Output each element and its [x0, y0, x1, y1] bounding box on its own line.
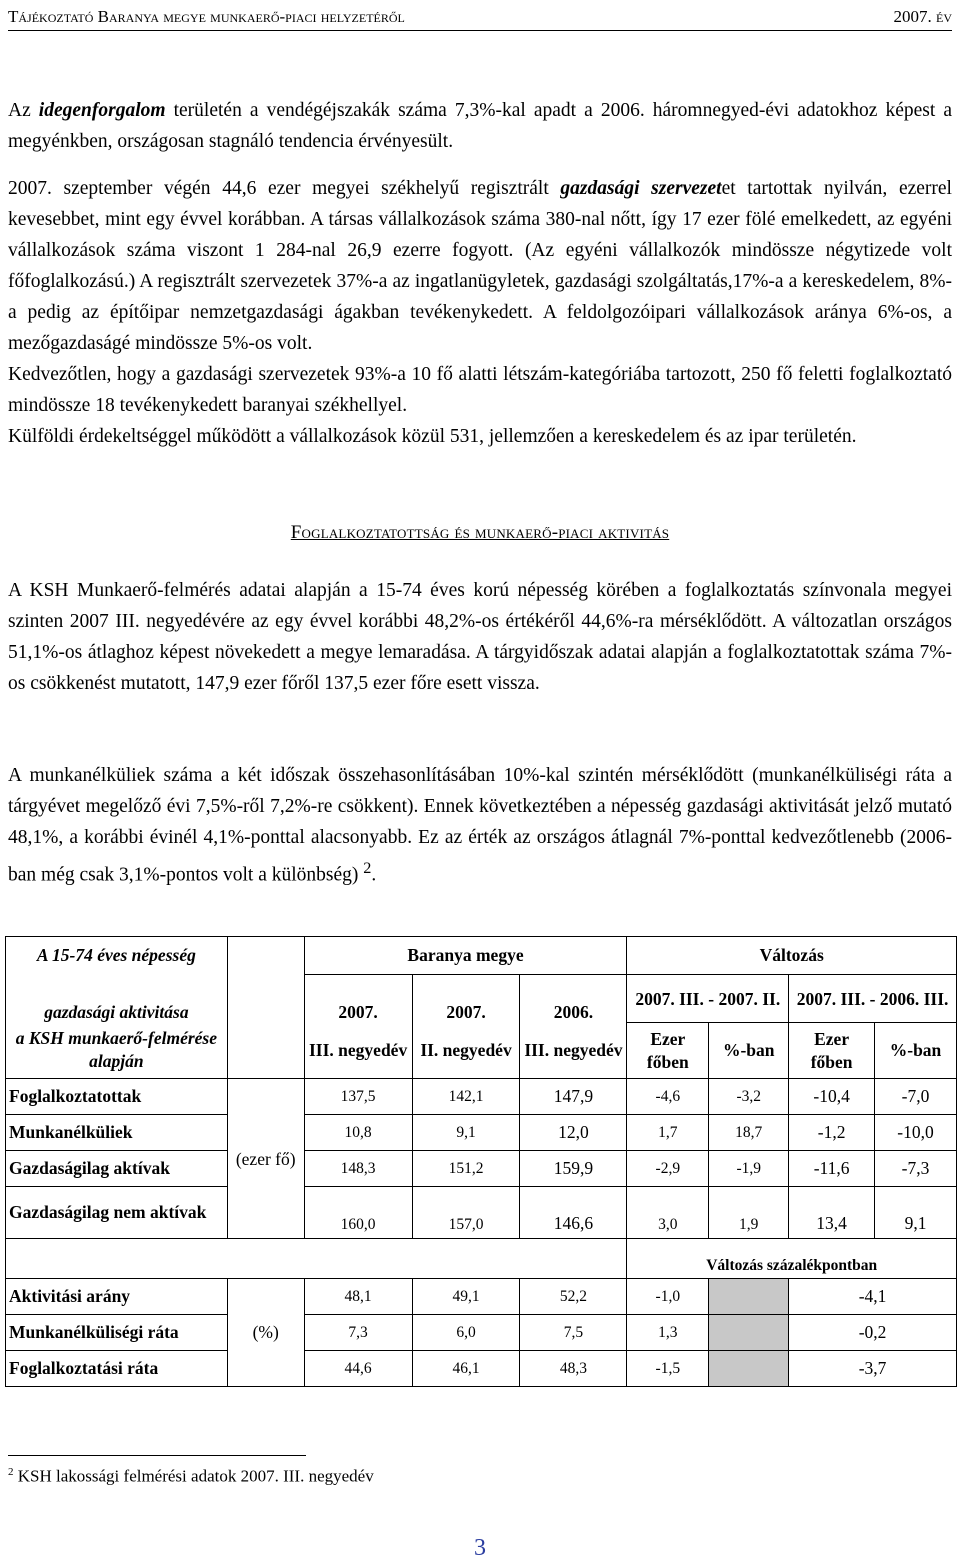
table-cell: -2,9	[627, 1151, 709, 1187]
row-label: Foglalkoztatottak	[6, 1079, 228, 1115]
section-title: Foglalkoztatottság és munkaerő-piaci aktivitás	[290, 522, 670, 543]
page-number: 3	[474, 1535, 486, 1561]
table-cell: 157,0	[412, 1187, 520, 1239]
table-cell: 1,9	[709, 1187, 789, 1239]
col-quarter-3: III. negyedév	[520, 1023, 627, 1079]
unit-pct: (%)	[227, 1279, 304, 1387]
table-cell: 1,7	[627, 1115, 709, 1151]
table-cell: -0,2	[789, 1315, 957, 1351]
paragraph-economic-organizations	[8, 173, 952, 452]
header-year: 2007. év	[893, 7, 952, 26]
p1-text-b: területén a vendégéjszakák száma 7,3%-kal apadt a 2006. háromnegyed-évi adatokhoz képest a megyénkben, országosan stagnáló tendencia érvényesült.	[8, 100, 952, 152]
row-label: Foglalkoztatási ráta	[6, 1351, 228, 1387]
p2-text-c: Kedvezőtlen, hogy a gazdasági szervezetek 93%-a 10 fő alatti létszám-kategóriába tartozott, 250 fő feletti foglalkoztató mindössze 18 tevékenykedett baranyai székhellyel.	[8, 364, 952, 416]
table-cell: 44,6	[304, 1351, 412, 1387]
p1-text-a: Az	[8, 100, 39, 121]
table-cell: 1,3	[627, 1315, 709, 1351]
paragraph-tourism	[8, 95, 952, 157]
page-header	[8, 4, 952, 31]
table-cell: 10,8	[304, 1115, 412, 1151]
p2-text-a: 2007. szeptember végén 44,6 ezer megyei székhelyű regisztrált	[8, 178, 561, 199]
table-cell: 151,2	[412, 1151, 520, 1187]
table-cell: 12,0	[520, 1115, 627, 1151]
table-cell: 7,5	[520, 1315, 627, 1351]
table-cell: 46,1	[412, 1351, 520, 1387]
table-cell: 3,0	[627, 1187, 709, 1239]
table-cell: -4,1	[789, 1279, 957, 1315]
table-row	[6, 1151, 957, 1187]
col-quarter-1: III. negyedév	[304, 1023, 412, 1079]
table-cell: -7,0	[875, 1079, 957, 1115]
table-cell: 9,1	[412, 1115, 520, 1151]
table-cell: 52,2	[520, 1279, 627, 1315]
p2-emphasis: gazdasági szervezet	[560, 178, 722, 199]
col-year-1: 2007.	[304, 975, 412, 1023]
table-row	[6, 1115, 957, 1151]
pct-point-header: Változás százalékpontban	[627, 1239, 957, 1279]
header-title: Tájékoztató Baranya megye munkaerő-piaci helyzetéről	[8, 7, 405, 26]
corner-line-3: a KSH munkaerő-felmérése alapján	[6, 1023, 228, 1079]
change-unit-4: %-ban	[875, 1023, 957, 1079]
p4-end: .	[371, 864, 377, 886]
table-row	[6, 1351, 957, 1387]
activity-table	[5, 936, 957, 1387]
change-period-1: 2007. III. - 2007. II.	[627, 975, 789, 1023]
table-cell: -10,0	[875, 1115, 957, 1151]
table-cell: 160,0	[304, 1187, 412, 1239]
table-cell: -1,5	[627, 1351, 709, 1387]
p2-text-b: et tartottak nyilván, ezerrel kevesebbet, mint egy évvel korábban. A társas vállalkozások száma 380-nal nőtt, így 17 ezer fölé emelkedett, az egyéni vállalkozások száma viszont 1 284-nal 26,9 ezerre fogyott. (Az egyéni vállalkozók mindössze négytizede volt főfoglalkozású.) A regisztrált szervezetek 37%-a az ingatlanügyletek, gazdasági szolgáltatás,17%-a a kereskedelem, 8%-a pedig az építőipar nemzetgazdasági ágakban tevékenykedett. A feldolgozóipari vállalkozások aránya 6%-os, a mezőgazdaságé mindössze 5%-os volt.	[8, 178, 952, 354]
table-row	[6, 1279, 957, 1315]
footnote-number: 2	[8, 1466, 14, 1478]
table-cell: 142,1	[412, 1079, 520, 1115]
table-cell: 13,4	[789, 1187, 875, 1239]
table-cell: 7,3	[304, 1315, 412, 1351]
table-cell: -3,7	[789, 1351, 957, 1387]
table-row	[6, 1187, 957, 1239]
row-label: Aktivitási arány	[6, 1279, 228, 1315]
change-unit-1: Ezer főben	[627, 1023, 709, 1079]
corner-line-2: gazdasági aktivitása	[6, 975, 228, 1023]
table-row	[6, 1315, 957, 1351]
table-cell: -3,2	[709, 1079, 789, 1115]
row-label: Munkanélküliek	[6, 1115, 228, 1151]
p4-text: A munkanélküliek száma a két időszak összehasonlításában 10%-kal szintén mérséklődött (munkanélküliségi ráta a tárgyévet megelőző évi 7,5%-ről 7,2%-re csökkent). Ennek következtében a népesség gazdasági aktivitását jelző mutató 48,1%, a korábbi évinél 4,1%-ponttal alacsonyabb. Ez az érték az országos átlagnál 7%-ponttal kedvezőtlenebb (2006-ban még csak 3,1%-pontos volt a különbség)	[8, 765, 952, 886]
table-cell: 49,1	[412, 1279, 520, 1315]
table-cell: 147,9	[520, 1079, 627, 1115]
table-cell: 48,1	[304, 1279, 412, 1315]
table-cell: -1,2	[789, 1115, 875, 1151]
group-change: Változás	[627, 937, 957, 975]
table-cell: 18,7	[709, 1115, 789, 1151]
table-cell: -4,6	[627, 1079, 709, 1115]
change-period-2: 2007. III. - 2006. III.	[789, 975, 957, 1023]
unit-persons: (ezer fő)	[227, 1079, 304, 1239]
table-cell: -1,9	[709, 1151, 789, 1187]
row-label: Gazdaságilag aktívak	[6, 1151, 228, 1187]
table-cell: -10,4	[789, 1079, 875, 1115]
table-cell: 137,5	[304, 1079, 412, 1115]
table-cell: 6,0	[412, 1315, 520, 1351]
table-cell: 159,9	[520, 1151, 627, 1187]
footnote-divider	[8, 1455, 306, 1456]
change-unit-3: Ezer főben	[789, 1023, 875, 1079]
p2-text-d: Külföldi érdekeltséggel működött a vállalkozások közül 531, jellemzően a kereskedelem és az ipar területén.	[8, 426, 857, 447]
table-cell: -1,0	[627, 1279, 709, 1315]
table-cell: 146,6	[520, 1187, 627, 1239]
p3-text: A KSH Munkaerő-felmérés adatai alapján a 15-74 éves korú népesség körében a foglalkoztatás színvonala megyei szinten 2007 III. negyedévére az egy évvel korábbi 48,2%-os értékéről 44,6%-ra mérséklődött. A változatlan országos 51,1%-os átlaghoz képest növekedett a megye lemaradása. A tárgyidőszak adatai alapján a foglalkoztatottak száma 7%-os csökkenést mutatott, 147,9 ezer főről 137,5 ezer főre esett vissza.	[8, 580, 952, 694]
table-cell: -7,3	[875, 1151, 957, 1187]
table-row	[6, 1079, 957, 1115]
p1-emphasis: idegenforgalom	[38, 100, 166, 121]
table-cell: 148,3	[304, 1151, 412, 1187]
corner-line-1: A 15-74 éves népesség	[6, 937, 228, 975]
footnote-text: KSH lakossági felmérési adatok 2007. III. negyedév	[17, 1466, 374, 1486]
change-unit-2: %-ban	[709, 1023, 789, 1079]
paragraph-unemployment	[8, 760, 952, 891]
col-quarter-2: II. negyedév	[412, 1023, 520, 1079]
footnote-ref: 2	[363, 859, 372, 877]
table-cell: 48,3	[520, 1351, 627, 1387]
table-cell: 9,1	[875, 1187, 957, 1239]
col-year-3: 2006.	[520, 975, 627, 1023]
paragraph-employment	[8, 575, 952, 699]
group-baranya: Baranya megye	[304, 937, 627, 975]
row-label: Munkanélküliségi ráta	[6, 1315, 228, 1351]
footnote	[8, 1466, 374, 1487]
table-cell: -11,6	[789, 1151, 875, 1187]
row-label: Gazdaságilag nem aktívak	[6, 1187, 228, 1239]
col-year-2: 2007.	[412, 975, 520, 1023]
